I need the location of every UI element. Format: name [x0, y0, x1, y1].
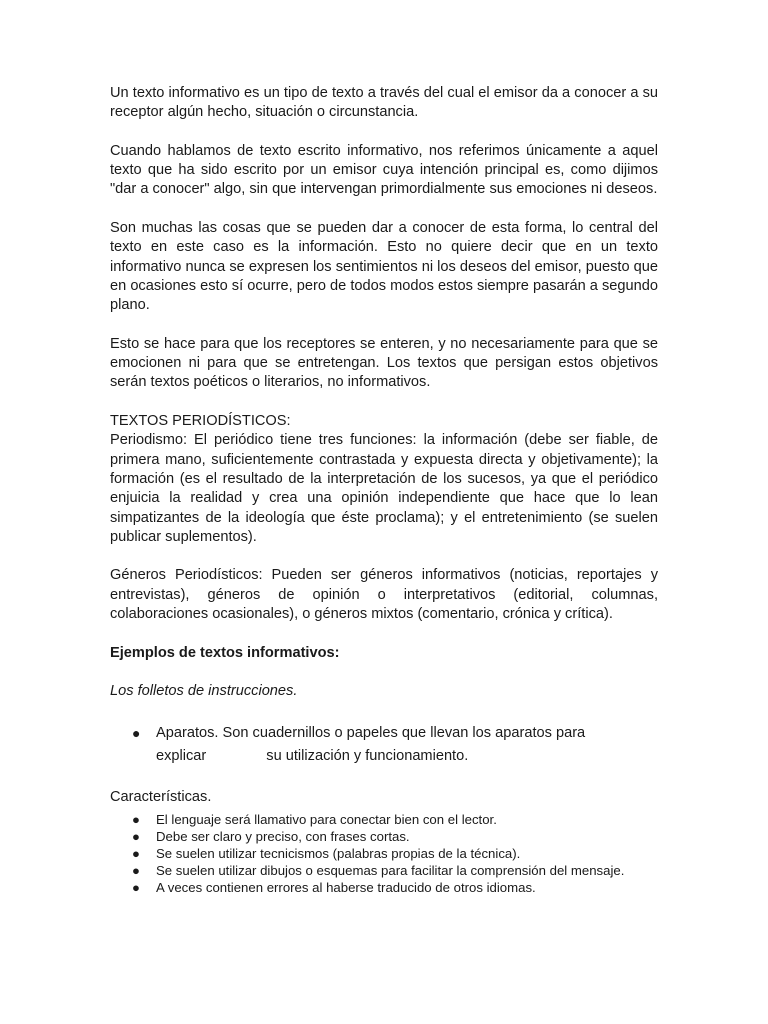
aparatos-line-2a: explicar	[156, 747, 207, 764]
bullet-icon: ●	[132, 845, 140, 861]
caracteristicas-list	[110, 811, 658, 896]
bullet-icon: ●	[132, 828, 140, 844]
list-item-text: Debe ser claro y preciso, con frases cortas.	[156, 828, 410, 844]
list-item	[110, 862, 658, 879]
aparatos-line-2b: su utilización y funcionamiento.	[266, 747, 469, 764]
periodismo-paragraph: Periodismo: El periódico tiene tres funciones: la información (debe ser fiable, de primera mano, suficientemente contrastada y expuesta directa y objetivamente); la formación (es el resultado de la interpretación de los sucesos, ya que el periódico enjuicia la realidad y crea una opinión independiente que hace que lo lean simpatizantes de la ideología que éste proclama); y el entretenimiento (se suelen publicar suplementos).	[110, 432, 658, 545]
aparatos-bullet-item	[110, 722, 658, 768]
periodisticos-heading: TEXTOS PERIODÍSTICOS:	[110, 413, 291, 430]
list-item	[110, 845, 658, 862]
aparatos-line-1: Aparatos. Son cuadernillos o papeles que llevan los aparatos para	[156, 724, 586, 741]
list-item-text: El lenguaje será llamativo para conectar bien con el lector.	[156, 811, 497, 827]
bullet-icon: ●	[132, 724, 141, 741]
bullet-icon: ●	[132, 879, 140, 895]
list-item	[110, 828, 658, 845]
list-item-text: Se suelen utilizar dibujos o esquemas para facilitar la comprensión del mensaje.	[156, 862, 625, 878]
caracteristicas-title: Características.	[110, 788, 212, 805]
paragraph-receptors: Esto se hace para que los receptores se enteren, y no necesariamente para que se emocionen ni para que se entretengan. Los textos que persigan estos objetivos serán textos poéticos o literarios, no informativos.	[110, 335, 658, 391]
generos-paragraph: Géneros Periodísticos: Pueden ser géneros informativos (noticias, reportajes y entrevistas), géneros de opinión o interpretativos (editorial, columnas, colaboraciones ocasionales), o géneros mixtos (comentario, crónica y crítica).	[110, 567, 658, 623]
bullet-icon: ●	[132, 862, 140, 878]
folletos-line: Los folletos de instrucciones.	[110, 683, 298, 700]
periodisticos-section	[110, 412, 658, 547]
list-item-text: A veces contienen errores al haberse traducido de otros idiomas.	[156, 879, 536, 895]
list-item-text: Se suelen utilizar tecnicismos (palabras propias de la técnica).	[156, 845, 521, 861]
bullet-icon: ●	[132, 811, 140, 827]
document-page	[110, 84, 658, 896]
paragraph-written-informative: Cuando hablamos de texto escrito informativo, nos referimos únicamente a aquel texto que ha sido escrito por un emisor cuya intención principal es, como dijimos "dar a conocer" algo, sin que intervengan primordialmente sus emociones ni deseos.	[110, 142, 658, 198]
list-item	[110, 879, 658, 896]
paragraph-intro: Un texto informativo es un tipo de texto a través del cual el emisor da a conocer a su receptor algún hecho, situación o circunstancia.	[110, 85, 658, 121]
paragraph-central-information: Son muchas las cosas que se pueden dar a conocer de esta forma, lo central del texto en este caso es la información. Esto no quiere decir que en un texto informativo nunca se expresen los sentimientos ni los deseos del emisor, puesto que en ocasiones esto sí ocurre, pero de todos modos estos siempre pasarán a segundo plano.	[110, 220, 658, 314]
ejemplos-heading: Ejemplos de textos informativos:	[110, 644, 340, 661]
list-item	[110, 811, 658, 828]
